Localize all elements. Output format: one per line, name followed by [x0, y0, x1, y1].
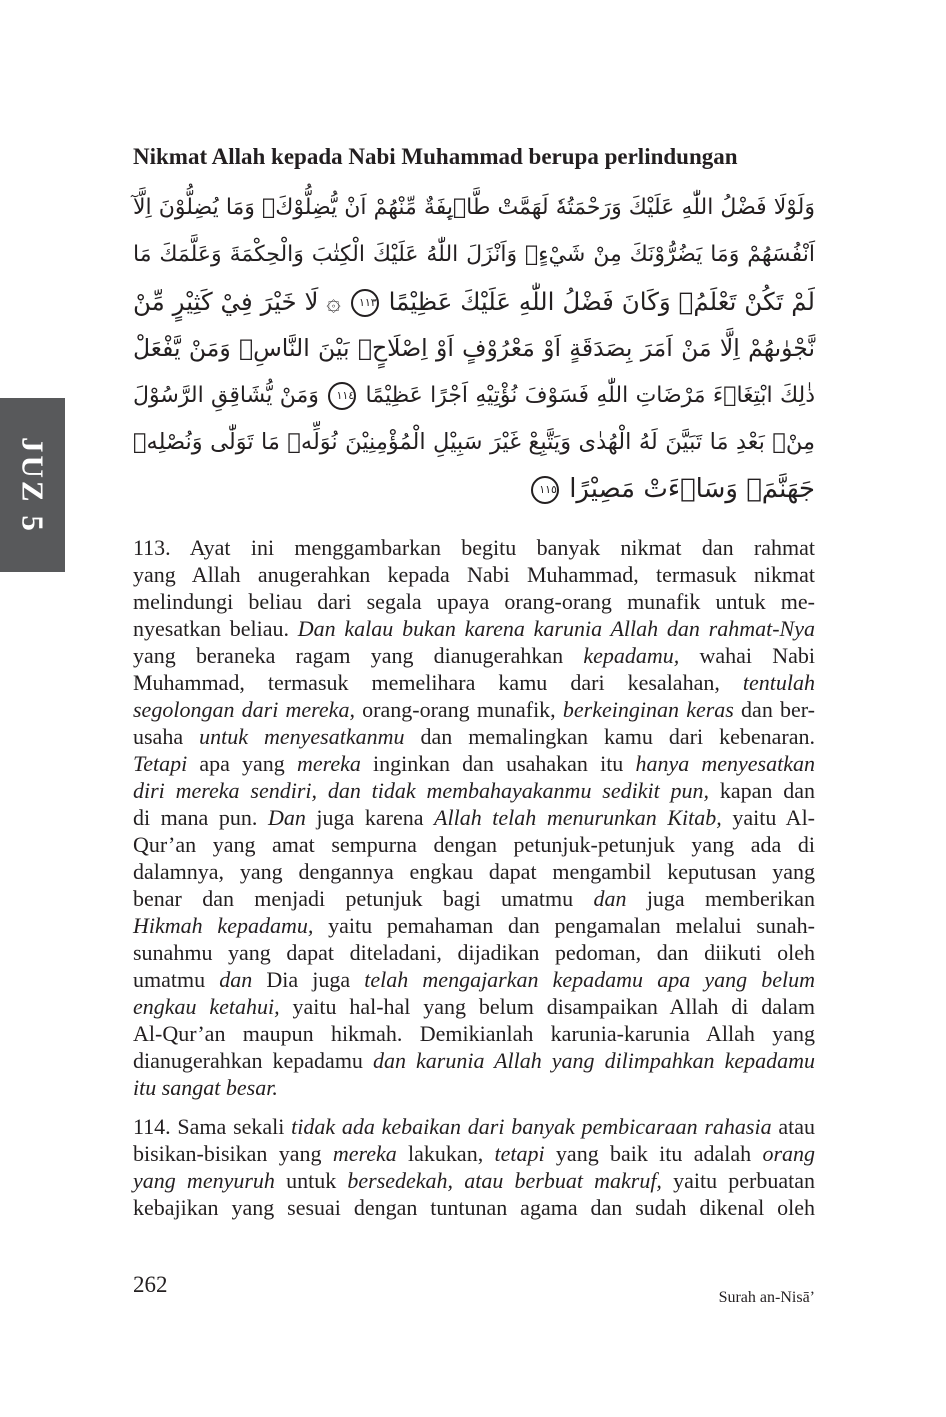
commentary-line [133, 1167, 815, 1194]
commentary-line [133, 804, 815, 831]
commentary-emphasis: tentulah [742, 670, 815, 695]
arabic-text: وَمَنْ يُّشَاقِقِ الرَّسُوْلَ [133, 383, 319, 408]
commentary-line [133, 723, 815, 750]
arabic-text: وَلَوْلَا فَضْلُ اللّٰهِ عَلَيْكَ وَرَحْمَتُهٗ لَهَمَّتْ طَّاۤىِٕفَةٌ مِّنْهُمْ اَنْ يُّضِلُّوْكَۗ وَمَا يُضِلُّوْنَ اِلَّآ [133, 195, 815, 220]
commentary-line [133, 1113, 815, 1140]
commentary-line [133, 588, 815, 615]
ayah-number-marker: ١١٣ [351, 289, 379, 317]
ayah-number-marker: ١١٤ [328, 382, 356, 410]
arabic-text: لَمْ تَكُنْ تَعْلَمُۗ وَكَانَ فَضْلُ اللّٰهِ عَلَيْكَ عَظِيْمًا [388, 287, 815, 316]
commentary-text: 113. Ayat ini menggambarkan begitu banyak nikmat dan rahmat [133, 535, 815, 560]
commentary [133, 534, 815, 1221]
running-footer-surah: Surah an-Nisā’ [718, 1289, 815, 1306]
commentary-emphasis: yang menyuruh [133, 1168, 275, 1193]
commentary-text: yang beraneka ragam yang dianugerahkan [133, 643, 584, 668]
commentary-line [133, 669, 815, 696]
commentary-text: yaitu pemahaman dan pengamalan melalui sunah- [313, 913, 815, 938]
commentary-emphasis: diri mereka sendiri, dan tidak membahayakanmu sedikit pun, [133, 778, 710, 803]
commentary-emphasis: hanya menyesatkan [635, 751, 815, 776]
arabic-text: جَهَنَّمَۗ وَسَاۤءَتْ مَصِيْرًا [569, 474, 815, 504]
commentary-text: usaha [133, 724, 200, 749]
arabic-line [133, 231, 815, 278]
commentary-emphasis: Tetapi [133, 751, 188, 776]
commentary-text: inginkan dan usahakan itu [360, 751, 636, 776]
commentary-line [133, 1140, 815, 1167]
commentary-line [133, 642, 815, 669]
commentary-line [133, 615, 815, 642]
commentary-text: 114. Sama sekali [133, 1114, 292, 1139]
commentary-text: sunahmu yang dapat diteladani, dijadikan pedoman, dan diikuti oleh [133, 940, 815, 965]
arabic-line [133, 278, 815, 325]
commentary-emphasis: Hikmah kepadamu, [133, 913, 314, 938]
arabic-line [133, 419, 815, 466]
commentary-text: dan memalingkan kamu dari kebenaran. [404, 724, 815, 749]
commentary-line [133, 696, 815, 723]
arabic-verses [133, 184, 815, 513]
commentary-text: dianugerahkan kepadamu [133, 1048, 373, 1073]
commentary-text: Dia juga [252, 967, 365, 992]
commentary-emphasis: dan karunia Allah yang dilimpahkan kepadamu [372, 1048, 815, 1073]
commentary-line [133, 1194, 815, 1221]
ayah-number-marker: ١١٥ [531, 476, 559, 504]
commentary-line [133, 939, 815, 966]
commentary-emphasis: dan [593, 886, 627, 911]
commentary-text: apa yang [187, 751, 297, 776]
page-number: 262 [133, 1272, 168, 1297]
commentary-line [133, 993, 815, 1020]
commentary-text: lakukan, [396, 1141, 495, 1166]
juz-side-tab [0, 398, 65, 572]
arabic-line [133, 325, 815, 372]
arabic-text: اَنْفُسَهُمْ وَمَا يَضُرُّوْنَكَ مِنْ شَيْءٍۗ وَاَنْزَلَ اللّٰهُ عَلَيْكَ الْكِتٰبَ وَالْحِكْمَةَ وَعَلَّمَكَ مَا [133, 242, 815, 267]
commentary-emphasis: untuk menyesatkanmu [199, 724, 405, 749]
juz-label: JUZ 5 [15, 436, 51, 534]
commentary-emphasis: dan [219, 967, 253, 992]
commentary-text: di mana pun. [133, 805, 268, 830]
commentary-text: dan ber- [733, 697, 815, 722]
arabic-line [133, 372, 815, 419]
commentary-emphasis: mereka [296, 751, 361, 776]
commentary-text: benar dan menjadi petunjuk bagi umatmu [133, 886, 594, 911]
commentary-text: orang-orang munafik, [354, 697, 563, 722]
commentary-text: yaitu Al- [721, 805, 816, 830]
commentary-line [133, 966, 815, 993]
commentary-line [133, 912, 815, 939]
commentary-text: umatmu [133, 967, 220, 992]
commentary-text: yaitu perbuatan [661, 1168, 815, 1193]
arabic-line [133, 184, 815, 231]
commentary-emphasis: segolongan dari mereka, [133, 697, 355, 722]
commentary-line [133, 750, 815, 777]
commentary-text: Qur’an yang amat sempurna dengan petunjuk-petunjuk yang ada di [133, 832, 815, 857]
arabic-line [133, 466, 815, 513]
commentary-text: yaitu hal-hal yang belum disampaikan Allah di dalam [279, 994, 815, 1019]
commentary-paragraph-113 [133, 534, 815, 1101]
commentary-text: juga memberikan [626, 886, 815, 911]
commentary-emphasis: orang [762, 1141, 815, 1166]
commentary-line [133, 1047, 815, 1074]
arabic-text: نَّجْوٰىهُمْ اِلَّا مَنْ اَمَرَ بِصَدَقَةٍ اَوْ مَعْرُوْفٍ اَوْ اِصْلَاحٍۢ بَيْنَ النَّاسِۗ وَمَنْ يَّفْعَلْ [133, 334, 815, 362]
arabic-text: ذٰلِكَ ابْتِغَاۤءَ مَرْضَاتِ اللّٰهِ فَسَوْفَ نُؤْتِيْهِ اَجْرًا عَظِيْمًا [365, 383, 815, 408]
commentary-line [133, 1074, 815, 1101]
commentary-emphasis: berkeinginan keras [562, 697, 734, 722]
commentary-emphasis: itu sangat besar. [133, 1075, 278, 1100]
arabic-text: مِنْۢ بَعْدِ مَا تَبَيَّنَ لَهُ الْهُدٰى وَيَتَّبِعْ غَيْرَ سَبِيْلِ الْمُؤْمِنِيْنَ نُوَلِّهٖ مَا تَوَلّٰى وَنُصْلِهٖ [133, 429, 815, 455]
commentary-text: juga karena [305, 805, 435, 830]
commentary-text: Muhammad, termasuk memelihara kamu dari kesalahan, [133, 670, 743, 695]
commentary-emphasis: Dan kalau bukan karena karunia Allah dan rahmat-Nya [297, 616, 815, 641]
commentary-emphasis: kepadamu, [583, 643, 680, 668]
commentary-line [133, 561, 815, 588]
commentary-paragraph-114 [133, 1113, 815, 1221]
commentary-emphasis: tidak ada kebaikan dari banyak pembicaraan rahasia [291, 1114, 772, 1139]
commentary-text: Al-Qur’an maupun hikmah. Demikianlah karunia-karunia Allah yang [133, 1021, 815, 1046]
section-heading: Nikmat Allah kepada Nabi Muhammad berupa perlindungan [133, 144, 738, 169]
commentary-text: wahai Nabi [679, 643, 815, 668]
commentary-line [133, 534, 815, 561]
commentary-text: dalamnya, yang dengannya engkau dapat mengambil keputusan yang [133, 859, 815, 884]
commentary-emphasis: Dan [267, 805, 306, 830]
commentary-line [133, 831, 815, 858]
commentary-emphasis: Allah telah menurunkan Kitab, [434, 805, 722, 830]
commentary-emphasis: tetapi [494, 1141, 545, 1166]
commentary-text: bisikan-bisikan yang [133, 1141, 333, 1166]
commentary-text: yang baik itu adalah [544, 1141, 763, 1166]
commentary-text: melindungi beliau dari segala upaya orang-orang munafik untuk me- [133, 589, 815, 614]
commentary-line [133, 777, 815, 804]
commentary-text: kebajikan yang sesuai dengan tuntunan agama dan sudah dikenal oleh [133, 1195, 815, 1220]
commentary-emphasis: bersedekah, atau berbuat makruf, [347, 1168, 662, 1193]
commentary-line [133, 1020, 815, 1047]
commentary-line [133, 858, 815, 885]
commentary-text: nyesatkan beliau. [133, 616, 298, 641]
commentary-text: untuk [274, 1168, 348, 1193]
commentary-emphasis: engkau ketahui, [133, 994, 280, 1019]
commentary-line [133, 885, 815, 912]
commentary-text: yang Allah anugerahkan kepada Nabi Muhammad, termasuk nikmat [133, 562, 815, 587]
commentary-emphasis: mereka [332, 1141, 397, 1166]
commentary-emphasis: telah mengajarkan kepadamu apa yang belum [364, 967, 815, 992]
commentary-text: atau [771, 1114, 815, 1139]
arabic-text: ۞ لَا خَيْرَ فِيْ كَثِيْرٍ مِّنْ [133, 287, 341, 316]
commentary-text: kapan dan [709, 778, 816, 803]
